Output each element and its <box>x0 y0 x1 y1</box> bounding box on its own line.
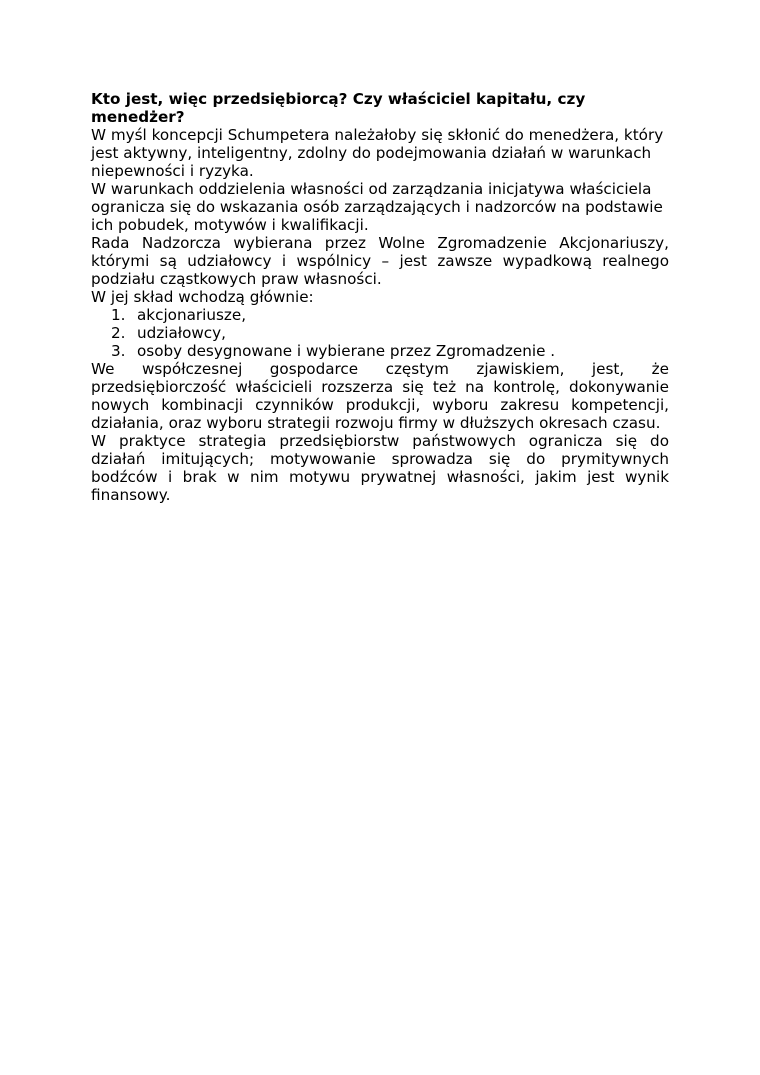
list-item-text: akcjonariusze, <box>137 306 247 324</box>
list-item-text: osoby desygnowane i wybierane przez Zgromadzenie . <box>137 342 556 360</box>
list-item <box>91 342 669 360</box>
paragraph-composition: W jej skład wchodzą głównie: <box>91 288 314 306</box>
list-item-text: udziałowcy, <box>137 324 226 342</box>
document-title: Kto jest, więc przedsiębiorcą? Czy właściciel kapitału, czy menedżer? <box>91 90 586 126</box>
list-item <box>91 324 669 342</box>
list-item-number: 3. <box>111 342 126 360</box>
list-item-number: 2. <box>111 324 126 342</box>
paragraph-ownership-separation: W warunkach oddzielenia własności od zarządzania inicjatywa właściciela ogranicza się do wskazania osób zarządzających i nadzorców na podstawie ich pobudek, motywów i kwalifikacji. <box>91 180 663 234</box>
paragraph-supervisory-board: Rada Nadzorcza wybierana przez Wolne Zgromadzenie Akcjonariuszy, którymi są udziałowcy i wspólnicy – jest zawsze wypadkową realnego podziału cząstkowych praw własności. <box>91 234 669 288</box>
composition-list <box>91 306 669 360</box>
list-item-number: 1. <box>111 306 126 324</box>
paragraph-schumpeter: W myśl koncepcji Schumpetera należałoby się skłonić do menedżera, który jest aktywny, inteligentny, zdolny do podejmowania działań w warunkach niepewności i ryzyka. <box>91 126 664 180</box>
paragraph-modern-economy: We współczesnej gospodarce częstym zjawiskiem, jest, że przedsiębiorczość właścicieli rozszerza się też na kontrolę, dokonywanie nowych kombinacji czynników produkcji, wyboru zakresu kompetencji, działania, oraz wyboru strategii rozwoju firmy w dłuższych okresach czasu. <box>91 360 669 432</box>
list-item <box>91 306 669 324</box>
paragraph-state-enterprises: W praktyce strategia przedsiębiorstw państwowych ogranicza się do działań imitujących; motywowanie sprowadza się do prymitywnych bodźców i brak w nim motywu prywatnej własności, jakim jest wynik finansowy. <box>91 432 669 504</box>
document-page <box>91 90 669 504</box>
